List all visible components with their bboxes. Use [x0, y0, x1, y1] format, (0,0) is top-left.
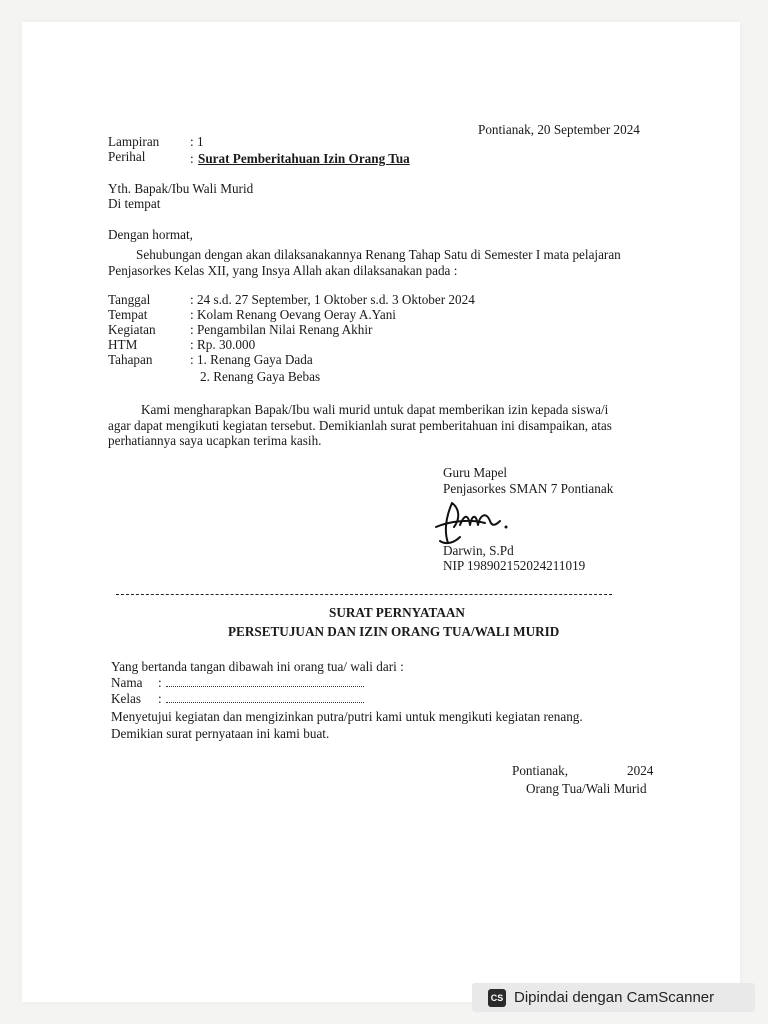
camscanner-watermark: [472, 983, 755, 1012]
statement-year: 2024: [627, 763, 654, 778]
nama-dotted-line: [166, 676, 364, 687]
document-page: [22, 22, 740, 1002]
recipient-line1: Yth. Bapak/Ibu Wali Murid: [108, 181, 254, 196]
nama-field: [158, 675, 364, 690]
handwritten-signature: [430, 497, 515, 549]
closing-line3: perhatiannya saya ucapkan terima kasih.: [108, 433, 322, 448]
kelas-field: [158, 691, 364, 706]
nama-label: Nama: [111, 675, 143, 690]
detail-value: : 1. Renang Gaya Dada: [190, 352, 313, 367]
kelas-colon: :: [158, 691, 162, 706]
kelas-dotted-line: [166, 692, 364, 703]
statement-closing: Demikian surat pernyataan ini kami buat.: [111, 726, 330, 741]
perihal-label: Perihal: [108, 149, 146, 164]
camscanner-icon: CS: [488, 989, 506, 1007]
detail-label: Kegiatan: [108, 322, 156, 337]
recipient-line2: Di tempat: [108, 196, 161, 211]
signer-role: Guru Mapel: [443, 465, 508, 480]
detail-value: : Rp. 30.000: [190, 337, 256, 352]
intro-line2: Penjasorkes Kelas XII, yang Insya Allah akan dilaksanakan pada :: [108, 263, 458, 278]
camscanner-text: Dipindai dengan CamScanner: [514, 989, 715, 1006]
closing-line2: agar dapat mengikuti kegiatan tersebut. Demikianlah surat pemberitahuan ini disampaikan, atas: [108, 418, 612, 433]
intro-line1: Sehubungan dengan akan dilaksanakannya Renang Tahap Satu di Semester I mata pelajaran: [136, 247, 621, 262]
place-date: Pontianak, 20 September 2024: [478, 122, 640, 137]
nama-colon: :: [158, 675, 162, 690]
greeting: Dengan hormat,: [108, 227, 193, 242]
detail-label: HTM: [108, 337, 138, 352]
approval-text: Menyetujui kegiatan dan mengizinkan putra/putri kami untuk mengikuti kegiatan renang.: [111, 709, 583, 724]
detail-value: : 24 s.d. 27 September, 1 Oktober s.d. 3 Oktober 2024: [190, 292, 475, 307]
lampiran-value: : 1: [190, 134, 204, 149]
perihal-value: Surat Pemberitahuan Izin Orang Tua: [198, 151, 410, 166]
statement-signer: Orang Tua/Wali Murid: [526, 781, 647, 796]
tahapan-item-2: 2. Renang Gaya Bebas: [200, 369, 321, 384]
detail-value: : Pengambilan Nilai Renang Akhir: [190, 322, 373, 337]
perihal-colon: :: [190, 151, 194, 166]
detail-value: : Kolam Renang Oevang Oeray A.Yani: [190, 307, 396, 322]
kelas-label: Kelas: [111, 691, 142, 706]
statement-intro: Yang bertanda tangan dibawah ini orang tua/ wali dari :: [111, 659, 404, 674]
statement-subtitle: PERSETUJUAN DAN IZIN ORANG TUA/WALI MURID: [228, 624, 560, 639]
signer-school: Penjasorkes SMAN 7 Pontianak: [443, 481, 614, 496]
detail-label: Tahapan: [108, 352, 153, 367]
cut-line-divider: [116, 594, 612, 595]
detail-label: Tanggal: [108, 292, 151, 307]
lampiran-label: Lampiran: [108, 134, 160, 149]
signer-name: Darwin, S.Pd: [443, 543, 514, 558]
statement-title: SURAT PERNYATAAN: [329, 605, 465, 620]
signer-nip: NIP 198902152024211019: [443, 558, 586, 573]
statement-place: Pontianak,: [512, 763, 569, 778]
detail-label: Tempat: [108, 307, 148, 322]
closing-line1: Kami mengharapkan Bapak/Ibu wali murid untuk dapat memberikan izin kepada siswa/i: [141, 402, 609, 417]
